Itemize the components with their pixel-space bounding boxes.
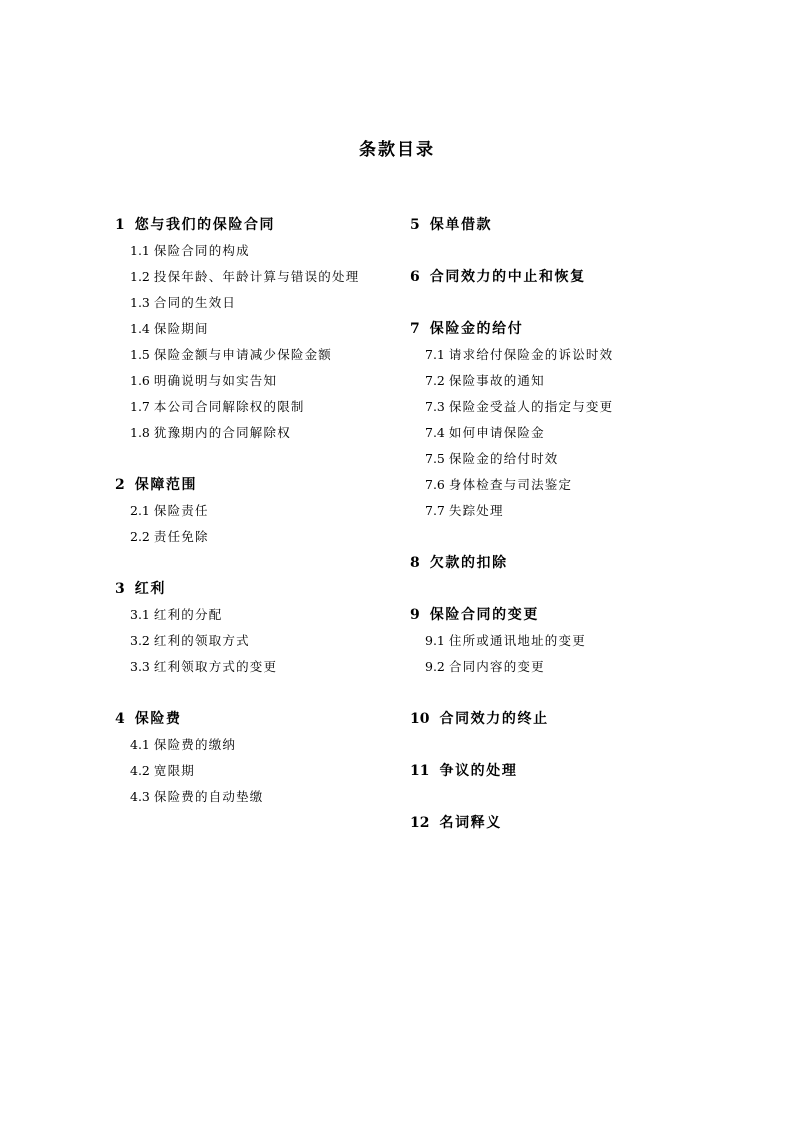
item-label: 红利的领取方式 [153,633,250,648]
section-heading [410,316,700,342]
toc-section-8 [410,550,700,576]
item-label: 红利的分配 [153,607,223,622]
item-number: 1.1 [130,243,150,258]
toc-section-5 [410,212,700,238]
section-heading [115,212,405,238]
section-title: 合同效力的终止 [439,711,549,727]
section-number: 10 [410,711,430,727]
toc-item [410,654,700,680]
item-label: 请求给付保险金的诉讼时效 [448,347,614,362]
toc-item [410,446,700,472]
section-number: 5 [410,217,420,233]
section-number: 4 [115,711,125,727]
toc-section-4 [115,706,405,810]
toc-item [115,524,405,550]
item-label: 保险金受益人的指定与变更 [448,399,614,414]
section-heading [410,602,700,628]
item-number: 9.1 [425,633,445,648]
section-title: 保单借款 [429,217,493,233]
section-title: 保险费 [134,711,182,727]
item-label: 本公司合同解除权的限制 [153,399,305,414]
section-title: 名词释义 [439,815,502,831]
item-label: 合同的生效日 [153,295,237,310]
section-number: 1 [115,217,125,233]
toc-item [115,654,405,680]
item-label: 责任免除 [153,529,209,544]
toc-item [410,420,700,446]
item-number: 7.1 [425,347,445,362]
toc-section-12 [410,810,700,836]
toc-item [410,498,700,524]
toc-item [115,784,405,810]
toc-item [410,472,700,498]
item-number: 7.4 [425,425,445,440]
item-number: 3.2 [130,633,150,648]
section-number: 9 [410,607,420,623]
toc-item [410,628,700,654]
toc-item [115,420,405,446]
item-label: 红利领取方式的变更 [153,659,278,674]
item-number: 7.6 [425,477,445,492]
item-label: 保险费的缴纳 [153,737,237,752]
item-label: 投保年龄、年龄计算与错误的处理 [153,269,360,284]
item-label: 保险责任 [153,503,209,518]
section-heading [115,472,405,498]
section-heading [410,810,700,836]
section-title: 红利 [134,581,166,597]
item-number: 2.2 [130,529,150,544]
section-number: 3 [115,581,125,597]
toc-item [115,290,405,316]
toc-item [115,602,405,628]
item-label: 宽限期 [153,763,195,778]
toc-item [115,368,405,394]
item-label: 身体检查与司法鉴定 [448,477,573,492]
toc-section-2 [115,472,405,550]
item-label: 保险事故的通知 [448,373,545,388]
item-number: 1.6 [130,373,150,388]
toc-section-9 [410,602,700,680]
item-number: 4.3 [130,789,150,804]
section-heading [410,264,700,290]
section-title: 保险合同的变更 [429,607,539,623]
section-heading [410,758,700,784]
toc-item [410,342,700,368]
item-label: 保险费的自动垫缴 [153,789,264,804]
page-title: 条款目录 [359,140,435,160]
item-number: 7.5 [425,451,445,466]
section-number: 2 [115,477,125,493]
item-number: 7.2 [425,373,445,388]
toc-item [410,394,700,420]
toc-section-3 [115,576,405,680]
item-label: 失踪处理 [448,503,504,518]
section-number: 11 [410,763,430,779]
toc-item [115,342,405,368]
toc-section-1 [115,212,405,446]
section-number: 6 [410,269,420,285]
toc-right-column [410,212,700,862]
toc-item [115,628,405,654]
item-label: 犹豫期内的合同解除权 [153,425,291,440]
item-label: 保险合同的构成 [153,243,250,258]
toc-item [115,732,405,758]
toc-item [410,368,700,394]
item-label: 明确说明与如实告知 [153,373,278,388]
item-number: 7.7 [425,503,445,518]
item-label: 保险期间 [153,321,209,336]
section-heading [410,706,700,732]
section-heading [410,550,700,576]
section-title: 欠款的扣除 [429,555,508,571]
toc-section-11 [410,758,700,784]
toc-item [115,498,405,524]
item-label: 保险金的给付时效 [448,451,559,466]
item-number: 1.2 [130,269,150,284]
item-number: 3.3 [130,659,150,674]
toc-section-10 [410,706,700,732]
toc-item [115,394,405,420]
section-title: 争议的处理 [439,763,518,779]
toc-section-6 [410,264,700,290]
item-label: 保险金额与申请减少保险金额 [153,347,332,362]
item-number: 1.8 [130,425,150,440]
toc-item [115,316,405,342]
section-heading [410,212,700,238]
section-number: 7 [410,321,420,337]
item-number: 4.2 [130,763,150,778]
section-title: 您与我们的保险合同 [134,217,276,233]
item-label: 如何申请保险金 [448,425,545,440]
item-number: 1.3 [130,295,150,310]
item-number: 1.5 [130,347,150,362]
item-label: 住所或通讯地址的变更 [448,633,586,648]
item-number: 9.2 [425,659,445,674]
item-number: 2.1 [130,503,150,518]
toc-item [115,758,405,784]
item-number: 7.3 [425,399,445,414]
item-number: 1.4 [130,321,150,336]
toc-item [115,238,405,264]
section-title: 合同效力的中止和恢复 [429,269,586,285]
toc-section-7 [410,316,700,524]
section-heading [115,576,405,602]
item-number: 4.1 [130,737,150,752]
section-heading [115,706,405,732]
toc-left-column [115,212,405,836]
item-label: 合同内容的变更 [448,659,545,674]
section-title: 保障范围 [134,477,198,493]
section-number: 12 [410,815,430,831]
section-number: 8 [410,555,420,571]
item-number: 3.1 [130,607,150,622]
toc-item [115,264,405,290]
section-title: 保险金的给付 [429,321,524,337]
item-number: 1.7 [130,399,150,414]
